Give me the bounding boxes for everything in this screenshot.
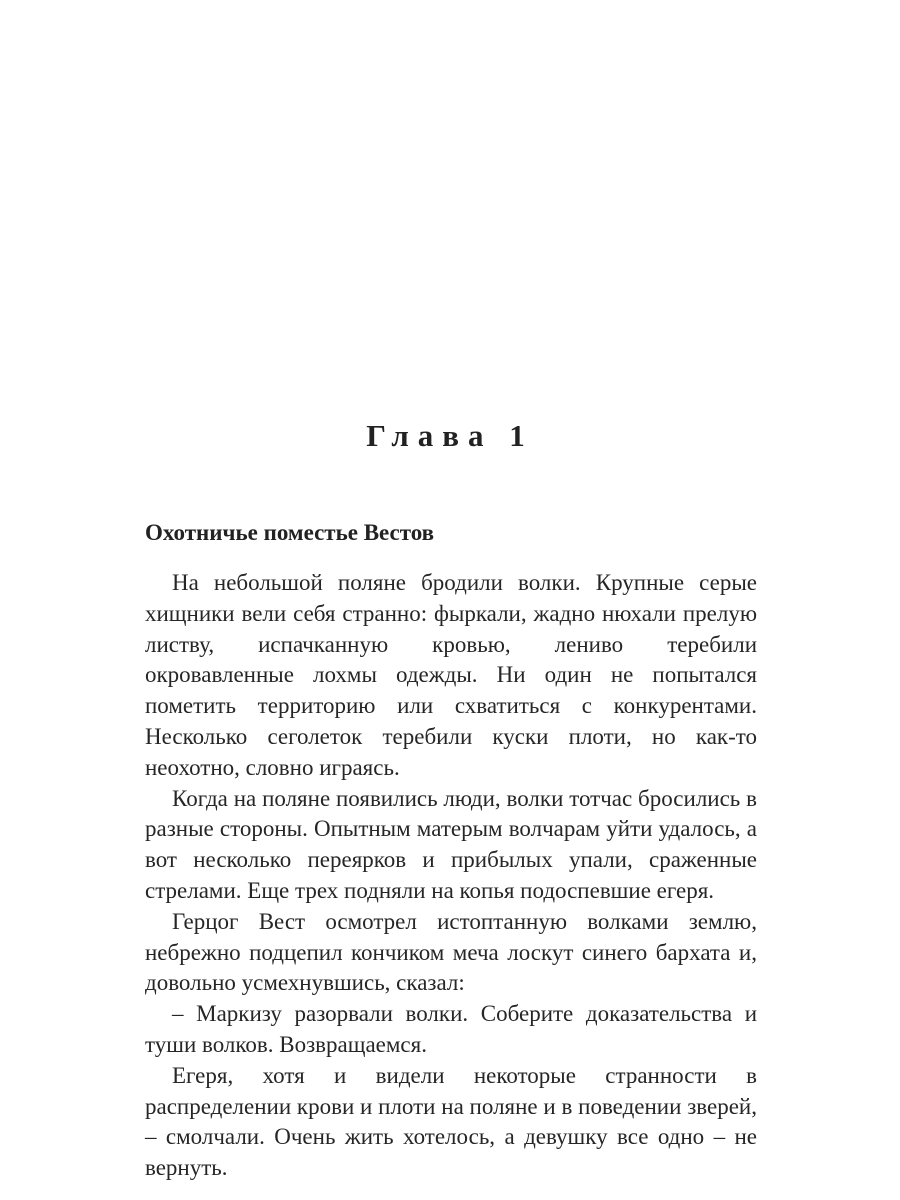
paragraph: Герцог Вест осмотрел истоптанную волками землю, небрежно подцепил кончиком меча лоскут синего бархата и, довольно усмехнувшись, сказал: [145,908,757,996]
paragraph: Егеря, хотя и видели некоторые странности в распределении крови и плоти на поляне и в поведении зверей, – смолчали. Очень жить хотелось, а девушку все одно – не вернуть. [145,1062,757,1181]
paragraph: – Маркизу разорвали волки. Соберите доказательства и туши волков. Возвращаемся. [145,1001,757,1057]
paragraph: Когда на поляне появились люди, волки тотчас бросились в разные стороны. Опытным матерым волчарам уйти удалось, а вот несколько переярков и прибылых упали, сраженные стрелами. Еще трех подняли на копья подоспевшие егеря. [145,785,757,903]
chapter-heading: Глава 1 [366,418,534,453]
body-text [145,568,757,1184]
section-title: Охотничье поместье Вестов [145,520,435,545]
paragraph: На небольшой поляне бродили волки. Крупные серые хищники вели себя странно: фыркали, жадно нюхали прелую листву, испачканную кровью, лениво теребили окровавленные лохмы одежды. Ни один не попытался пометить территорию или схватиться с конкурентами. Несколько сеголеток теребили куски плоти, но как-то неохотно, словно играясь. [145,570,757,780]
